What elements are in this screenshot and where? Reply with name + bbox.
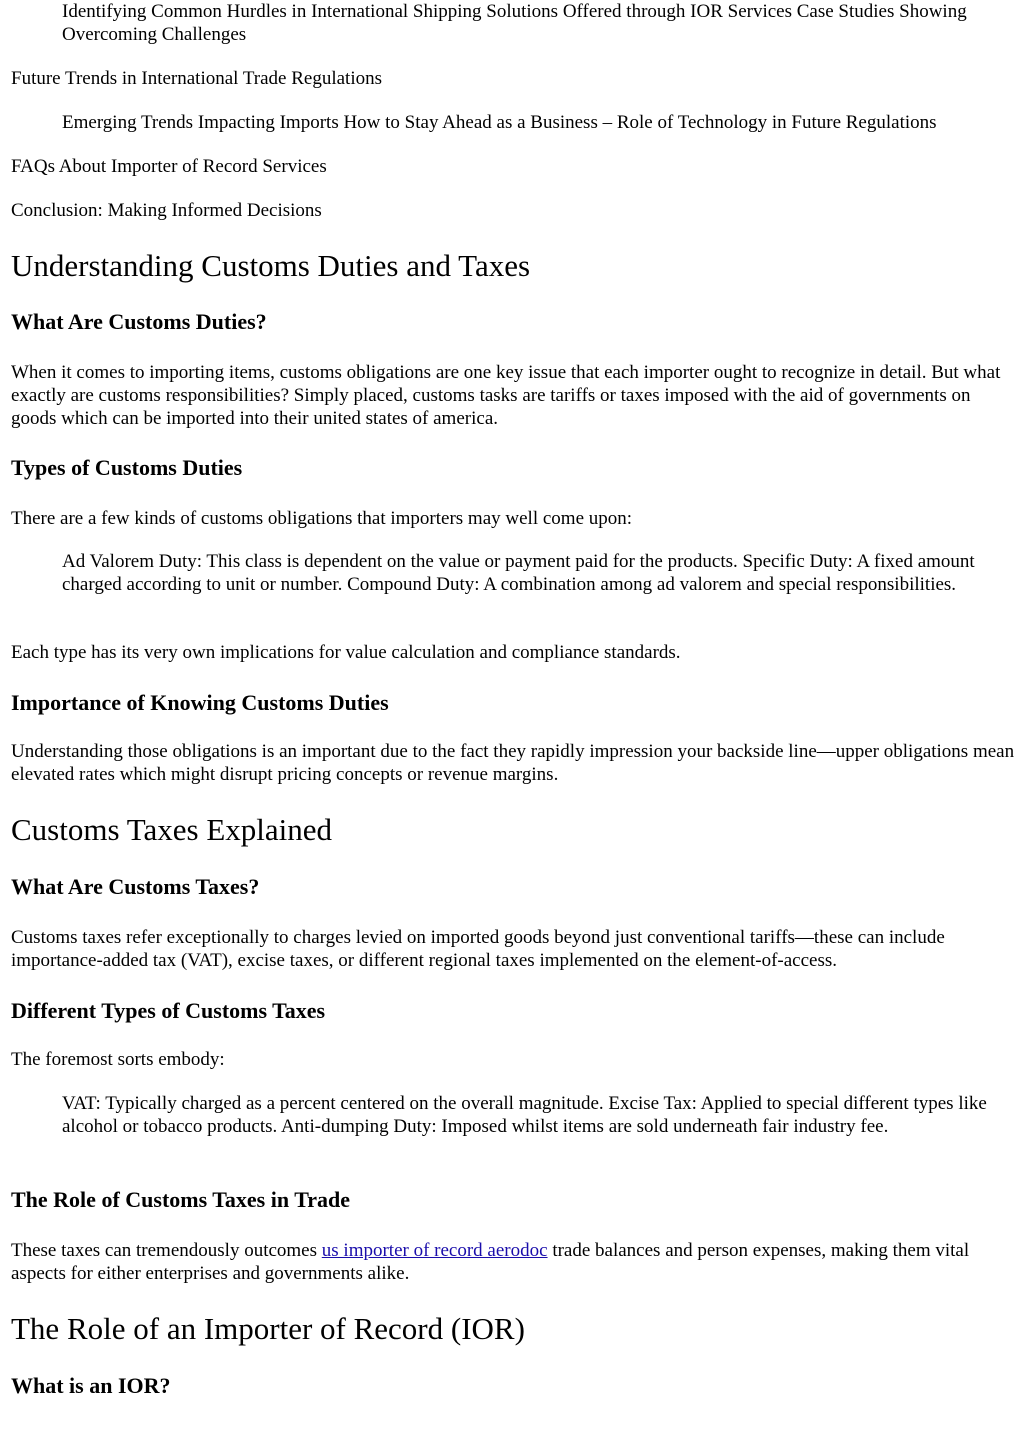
- link-us-importer-of-record-aerodoc[interactable]: us importer of record aerodoc: [321, 1240, 548, 1261]
- paragraph-role-text-before: These taxes can tremendously outcomes: [11, 1240, 322, 1261]
- paragraph-customs-duties-definition: When it comes to importing items, customs obligations are one key issue that each importer ought to recognize in detail. But what exactly are customs responsibilities? Simply placed, customs tasks are tariffs or taxes imposed with the aid of governments on goods which can be imported into their united states of america.: [11, 362, 1001, 429]
- paragraph-importance-of-duties: Understanding those obligations is an important due to the fact they rapidly impression your backside line—upper obligations mean elevated rates which might disrupt pricing concepts or revenue margins.: [11, 741, 1015, 785]
- section-title-role-of-ior: The Role of an Importer of Record (IOR): [11, 1311, 525, 1346]
- heading-what-is-an-ior: What is an IOR?: [11, 1373, 171, 1398]
- list-duty-types: Ad Valorem Duty: This class is dependent on the value or payment paid for the products. Specific Duty: A fixed amount charged according to unit or number. Compound Duty: A combination among ad valorem and special responsibilities.: [62, 551, 975, 595]
- toc-item-emerging-trends: Emerging Trends Impacting Imports How to Stay Ahead as a Business – Role of Technology in Future Regulations: [62, 112, 937, 133]
- paragraph-duty-types-intro: There are a few kinds of customs obligations that importers may well come upon:: [11, 508, 633, 529]
- toc-item-faqs: FAQs About Importer of Record Services: [11, 156, 327, 177]
- heading-what-are-customs-duties: What Are Customs Duties?: [11, 309, 267, 334]
- paragraph-role-of-customs-taxes: [11, 1239, 1015, 1285]
- heading-types-of-customs-duties: Types of Customs Duties: [11, 455, 243, 480]
- toc-item-future-trends: Future Trends in International Trade Regulations: [11, 68, 383, 89]
- toc-item-conclusion: Conclusion: Making Informed Decisions: [11, 200, 322, 221]
- paragraph-customs-taxes-definition: Customs taxes refer exceptionally to charges levied on imported goods beyond just conventional tariffs—these can include importance-added tax (VAT), excise taxes, or different regional taxes implemented on the element-of-access.: [11, 927, 945, 971]
- list-tax-types: VAT: Typically charged as a percent centered on the overall magnitude. Excise Tax: Applied to special different types like alcohol or tobacco products. Anti-dumping Duty: Imposed whilst items are sold underneath fair industry fee.: [62, 1093, 987, 1137]
- paragraph-role-text-after: trade balances and person expenses, making them vital aspects for either enterprises and governments alike.: [11, 1240, 970, 1284]
- paragraph-duty-types-outro: Each type has its very own implications for value calculation and compliance standards.: [11, 642, 681, 663]
- heading-role-of-customs-taxes: The Role of Customs Taxes in Trade: [11, 1187, 351, 1212]
- section-title-customs-duties-taxes: Understanding Customs Duties and Taxes: [11, 248, 531, 283]
- section-title-customs-taxes-explained: Customs Taxes Explained: [11, 812, 333, 847]
- heading-what-are-customs-taxes: What Are Customs Taxes?: [11, 874, 260, 899]
- toc-item-common-hurdles: Identifying Common Hurdles in International Shipping Solutions Offered through IOR Services Case Studies Showing Overcoming Challenges: [62, 1, 967, 45]
- paragraph-tax-types-intro: The foremost sorts embody:: [11, 1049, 225, 1070]
- heading-different-types-customs-taxes: Different Types of Customs Taxes: [11, 998, 326, 1023]
- heading-importance-of-customs-duties: Importance of Knowing Customs Duties: [11, 690, 389, 715]
